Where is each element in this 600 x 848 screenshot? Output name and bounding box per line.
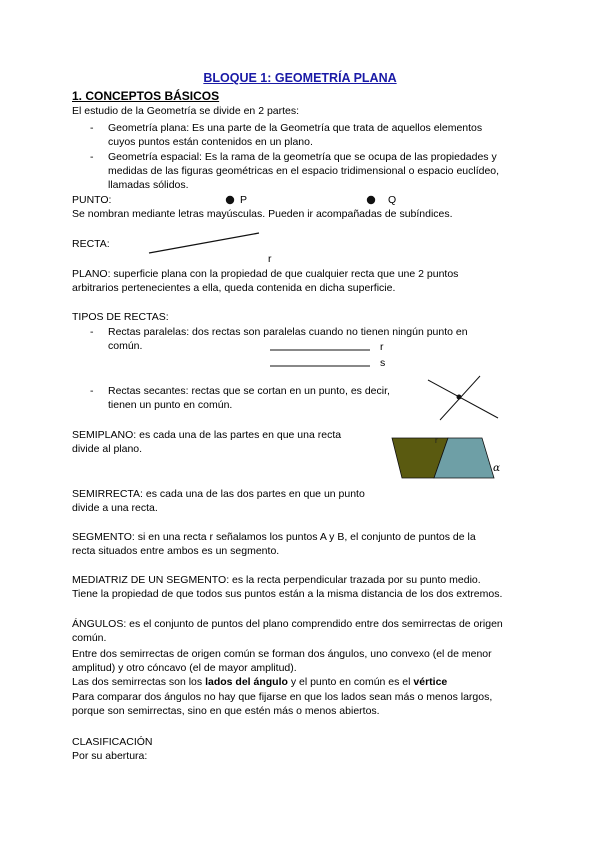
- semiplano-r-label: r: [435, 436, 438, 445]
- segmento-line-2: recta situados entre ambos es un segmento.: [72, 545, 280, 557]
- parallel-s-label: s: [380, 357, 386, 369]
- lados-pre-text: Las dos semirrectas son los: [72, 676, 206, 688]
- semirrecta-line-2: divide a una recta.: [72, 502, 158, 514]
- angulos-line-1: ÁNGULOS: es el conjunto de puntos del plano comprendido entre dos semirrectas de origen: [72, 618, 503, 630]
- angulos-compare-line-1: Para comparar dos ángulos no hay que fijarse en que los lados sean más o menos largos,: [72, 691, 493, 703]
- semiplano-line-2: divide al plano.: [72, 443, 143, 455]
- lados-mid-text: y el punto en común es el: [287, 676, 414, 688]
- bullet-plana-line-1: Geometría plana: Es una parte de la Geometría que trata de aquellos elementos: [108, 122, 483, 134]
- section-heading-conceptos: 1. CONCEPTOS BÁSICOS: [72, 89, 220, 103]
- bullet-espacial-line-3: llamadas sólidos.: [108, 179, 189, 191]
- paralelas-line-1: Rectas paralelas: dos rectas son paralelas cuando no tienen ningún punto en: [108, 326, 468, 338]
- mediatriz-line-2: Tiene la propiedad de que todos sus puntos están a la misma distancia de los dos extremos.: [72, 588, 503, 600]
- bullet-dash: -: [90, 385, 94, 397]
- bullet-plana-line-2: cuyos puntos están contenidos en un plano.: [108, 136, 313, 148]
- paralelas-line-2: común.: [108, 340, 143, 352]
- bullet-espacial-line-2: medidas de las figuras geométricas en el espacio tridimensional o espacio euclídeo,: [108, 165, 500, 177]
- semiplano-figure: [390, 436, 502, 482]
- semirrecta-line-1: SEMIRRECTA: es cada una de las dos partes en que un punto: [72, 488, 365, 500]
- segmento-line-1: SEGMENTO: si en una recta r señalamos los puntos A y B, el conjunto de puntos de la: [72, 531, 476, 543]
- bullet-espacial-line-1: Geometría espacial: Es la rama de la geometría que se ocupa de las propiedades y: [108, 151, 497, 163]
- point-p-label: P: [240, 194, 248, 206]
- vertice-term: vértice: [413, 676, 448, 688]
- semiplano-alpha-label: α: [493, 462, 501, 474]
- intro-text: El estudio de la Geometría se divide en 2 partes:: [72, 105, 300, 117]
- semiplano-line-1: SEMIPLANO: es cada una de las partes en que una recta: [72, 429, 342, 441]
- angulos-compare-line-2: porque son semirrectas, sino en que estén más o menos abiertos.: [72, 705, 380, 717]
- parallel-r-label: r: [380, 341, 384, 353]
- mediatriz-line-1: MEDIATRIZ DE UN SEGMENTO: es la recta perpendicular trazada por su punto medio.: [72, 574, 481, 586]
- recta-label: RECTA:: [72, 238, 110, 250]
- parallel-lines-figure: [268, 344, 378, 374]
- punto-description: Se nombran mediante letras mayúsculas. Pueden ir acompañadas de subíndices.: [72, 208, 453, 220]
- angulos-line-4: amplitud) y otro cóncavo (el de mayor amplitud).: [72, 662, 297, 674]
- plano-line-2: arbitrarios pertenecientes a ella, queda contenida en dicha superficie.: [72, 282, 396, 294]
- secantes-line-2: tienen un punto en común.: [108, 399, 233, 411]
- lados-del-angulo-term: lados del ángulo: [205, 676, 288, 688]
- secantes-line-1: Rectas secantes: rectas que se cortan en un punto, es decir,: [108, 385, 390, 397]
- plano-line-1: PLANO: superficie plana con la propiedad de que cualquier recta que une 2 puntos: [72, 268, 459, 280]
- recta-line-figure: [145, 228, 265, 258]
- bullet-dash: -: [90, 151, 94, 163]
- punto-label: PUNTO:: [72, 194, 112, 206]
- secant-lines-figure: [422, 374, 502, 424]
- point-q-dot: [365, 194, 377, 206]
- page-title: BLOQUE 1: GEOMETRÍA PLANA: [203, 71, 397, 85]
- point-q-label: Q: [388, 194, 397, 206]
- angulos-lados-line: [72, 676, 447, 689]
- bullet-dash: -: [90, 326, 94, 338]
- angulos-line-2: común.: [72, 632, 107, 644]
- recta-name: r: [268, 253, 272, 265]
- bullet-dash: -: [90, 122, 94, 134]
- tipos-heading: TIPOS DE RECTAS:: [72, 311, 169, 323]
- clasificacion-sub: Por su abertura:: [72, 750, 148, 762]
- point-p-dot: [224, 194, 236, 206]
- angulos-line-3: Entre dos semirrectas de origen común se forman dos ángulos, uno convexo (el de menor: [72, 648, 492, 660]
- clasificacion-heading: CLASIFICACIÓN: [72, 736, 153, 748]
